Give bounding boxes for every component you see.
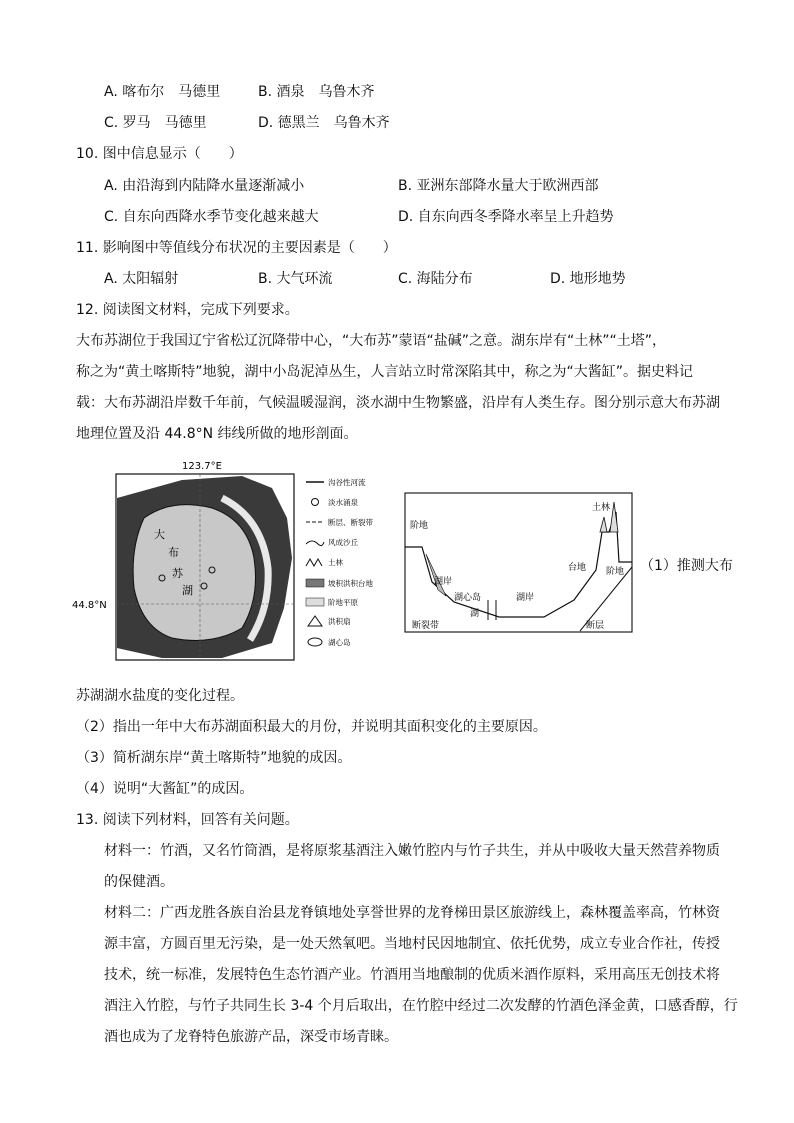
q11-option-a: A. 太阳辐射 (104, 271, 179, 287)
terrace-legend-icon (306, 598, 324, 606)
q12-sub1-tail: 苏湖湖水盐度的变化过程。 (76, 688, 244, 704)
legend-label: 坡积洪积台地 (328, 579, 373, 588)
q12-paragraph-line: 载：大布苏湖沿岸数千年前，气候温暖湿润，淡水湖中生物繁盛，沿岸有人类生存。图分别示意大布苏湖 (76, 395, 720, 411)
q10-option-b: B. 亚洲东部降水量大于欧洲西部 (398, 178, 599, 194)
q13-material2-line: 技术，统一标准，发展特色生态竹酒产业。竹酒用当地酿制的优质米酒作原料，采用高压无创技术将 (104, 967, 720, 983)
label-lakeshore-right: 湖岸 (516, 593, 535, 603)
q13-material2-line: 源丰富，方圆百里无污染，是一处天然氧吧。当地村民因地制宜、依托优势，成立专业合作社，传授 (104, 936, 720, 952)
q12-sub3: （3）简析湖东岸“黄土喀斯特”地貌的成因。 (76, 750, 352, 766)
spring-legend-icon (312, 499, 319, 506)
q13-material2-line: 酒注入竹腔，与竹子共同生长 3-4 个月后取出，在竹腔中经过二次发酵的竹酒色泽金黄，口感香醇，行 (104, 998, 738, 1014)
legend-label: 风成沙丘 (328, 538, 358, 547)
latitude-label: 44.8°N (72, 600, 107, 611)
q13-material2-line: 酒也成为了龙脊特色旅游产品，深受市场青睐。 (104, 1029, 398, 1045)
q9-option-a: A. 喀布尔 马德里 (104, 84, 221, 100)
q10-option-c: C. 自东向西降水季节变化越来越大 (104, 209, 319, 225)
legend-label: 淡水涌泉 (328, 498, 358, 507)
lake-name-char: 苏 (172, 567, 183, 580)
q13-stem: 13. 阅读下列材料，回答有关问题。 (76, 812, 299, 828)
legend-label: 断层、断裂带 (328, 518, 373, 527)
lake-name-char: 大 (154, 528, 165, 541)
lake-area (133, 505, 255, 641)
label-tulin: 土林 (592, 503, 611, 513)
q13-material1-line: 材料一：竹酒，又名竹筒酒，是将原浆基酒注入嫩竹腔内与竹子共生，并从中吸收大量天然营养物质 (104, 843, 720, 859)
terrain-profile (404, 492, 634, 634)
q11-option-c: C. 海陆分布 (398, 271, 473, 287)
q12-paragraph-line: 地理位置及沿 44.8°N 纬线所做的地形剖面。 (76, 426, 358, 442)
legend-label: 湖心岛 (328, 638, 351, 647)
label-fault-zone: 断裂带 (412, 621, 440, 631)
q12-paragraph-line: 大布苏湖位于我国辽宁省松辽沉降带中心，“大布苏”蒙语“盐碱”之意。湖东岸有“土林”“土塔”， (76, 333, 667, 349)
q12-sub4: （4）说明“大酱缸”的成因。 (76, 781, 254, 797)
platform-legend-icon (306, 579, 324, 587)
q13-material1-line: 的保健酒。 (104, 874, 174, 890)
profile-frame (405, 493, 632, 632)
q9-option-b: B. 酒泉 乌鲁木齐 (258, 84, 375, 100)
q12-paragraph-line: 称之为“黄土喀斯特”地貌，湖中小岛泥淖丛生，人言站立时常深陷其中，称之为“大酱缸”。据史料记 (76, 364, 694, 380)
q11-option-d: D. 地形地势 (550, 271, 626, 287)
q10-stem: 10. 图中信息显示（ ） (76, 146, 243, 162)
q10-option-a: A. 由沿海到内陆降水量逐渐减小 (104, 178, 305, 194)
q11-option-b: B. 大气环流 (258, 271, 333, 287)
legend-label: 洪积扇 (328, 617, 351, 626)
legend-label: 沟谷性河流 (328, 478, 366, 487)
lake-name-char: 布 (168, 546, 179, 559)
longitude-label: 123.7°E (182, 461, 222, 472)
label-terrace-left: 阶地 (410, 521, 429, 531)
lake-name-char: 湖 (182, 584, 193, 597)
label-lakeshore-left: 湖岸 (434, 577, 453, 587)
label-lake: 湖 (470, 609, 480, 619)
q9-option-d: D. 德黑兰 乌鲁木齐 (258, 115, 390, 131)
label-lake-island: 湖心岛 (454, 593, 482, 603)
q13-material2-line: 材料二：广西龙胜各族自治县龙脊镇地处享誉世界的龙脊梯田景区旅游线上，森林覆盖率高，竹林资 (104, 905, 720, 921)
q12-stem: 12. 阅读图文材料，完成下列要求。 (76, 302, 299, 318)
dune-legend-icon (306, 541, 324, 546)
alluvial-fan-legend-icon (308, 616, 322, 626)
q11-stem: 11. 影响图中等值线分布状况的主要因素是（ ） (76, 240, 397, 256)
earth-forest-legend-icon (306, 559, 322, 566)
legend-label: 阶地平原 (328, 598, 358, 607)
legend-label: 土林 (328, 558, 343, 567)
label-platform: 台地 (568, 563, 587, 573)
q12-sub1-head: （1）推测大布 (640, 558, 733, 574)
island-legend-icon (308, 638, 322, 646)
label-terrace-right: 阶地 (606, 567, 625, 577)
q12-sub2: （2）指出一年中大布苏湖面积最大的月份，并说明其面积变化的主要原因。 (76, 719, 547, 735)
q9-option-c: C. 罗马 马德里 (104, 115, 207, 131)
q10-option-d: D. 自东向西冬季降水率呈上升趋势 (398, 209, 614, 225)
lake-location-map (72, 458, 402, 668)
map-legend (306, 477, 373, 647)
label-fault: 断层 (586, 621, 605, 631)
